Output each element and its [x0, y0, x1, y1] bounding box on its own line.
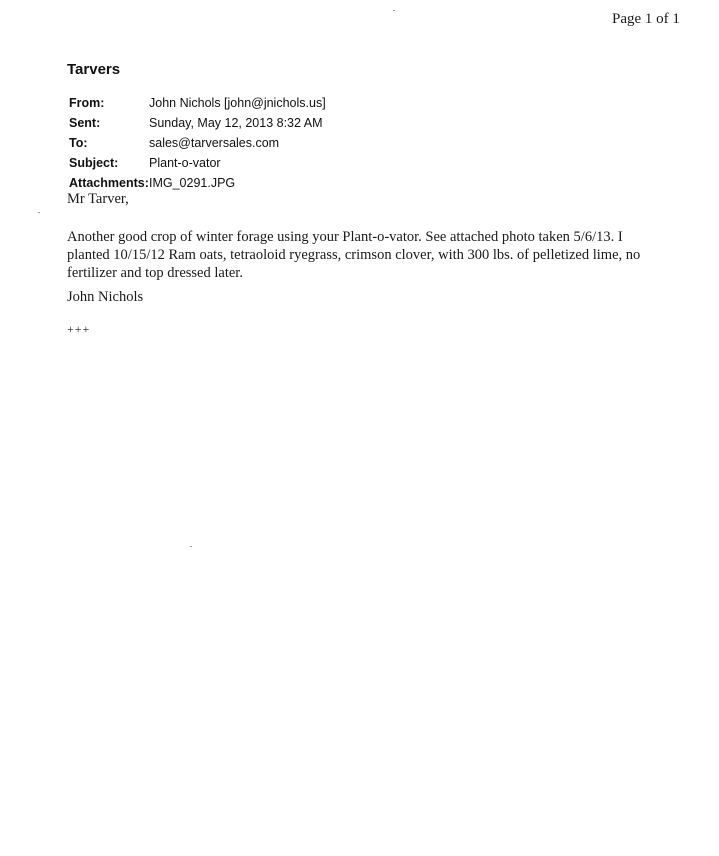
- header-row-from: [69, 93, 326, 113]
- scan-speck: [393, 10, 395, 11]
- from-label: From:: [69, 96, 105, 110]
- sent-value: Sunday, May 12, 2013 8:32 AM: [149, 116, 323, 130]
- header-row-sent: [69, 113, 326, 133]
- attachments-label: Attachments:: [69, 176, 149, 190]
- email-closing: +++: [67, 322, 91, 336]
- header-row-subject: [69, 153, 326, 173]
- subject-label: Subject:: [69, 156, 119, 170]
- email-signature: John Nichols: [67, 289, 144, 305]
- email-message: Another good crop of winter forage using your Plant-o-vator. See attached photo taken 5/6/13. I planted 10/15/12 Ram oats, tetraoloid ryegrass, crimson clover, with 300 lbs. of pelletized lime, no fertilizer and top dressed later.: [67, 229, 641, 281]
- scan-speck: [190, 546, 192, 547]
- email-header: [69, 93, 326, 193]
- to-value: sales@tarversales.com: [149, 136, 280, 150]
- header-row-to: [69, 133, 326, 153]
- scan-speck: [38, 212, 40, 213]
- email-greeting: Mr Tarver,: [67, 191, 129, 207]
- email-title: Tarvers: [67, 61, 121, 78]
- to-label: To:: [69, 136, 88, 150]
- sent-label: Sent:: [69, 116, 101, 130]
- attachments-value: IMG_0291.JPG: [149, 176, 236, 190]
- page-number: Page 1 of 1: [612, 11, 680, 27]
- from-value: John Nichols [john@jnichols.us]: [149, 96, 326, 110]
- subject-value: Plant-o-vator: [149, 156, 221, 170]
